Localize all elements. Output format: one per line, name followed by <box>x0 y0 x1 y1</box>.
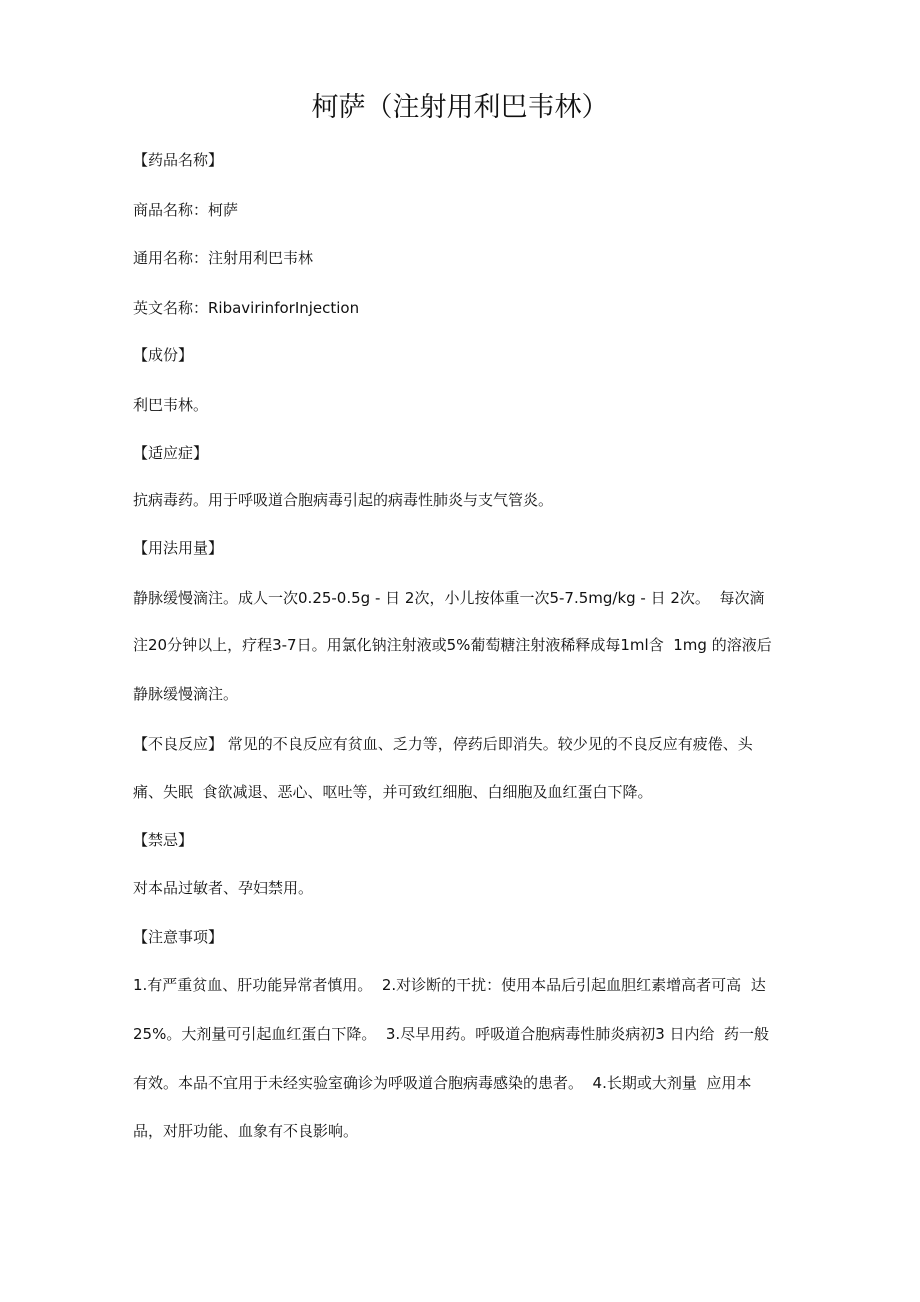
text-line: 【不良反应】 常见的不良反应有贫血、乏力等，停药后即消失。较少见的不良反应有疲倦、头 <box>133 735 753 753</box>
section-heading: 【适应症】 <box>133 444 209 462</box>
text-line: 痛、失眠 食欲减退、恶心、呕吐等，并可致红细胞、白细胞及血红蛋白下降。 <box>133 783 653 801</box>
text-line: 对本品过敏者、孕妇禁用。 <box>133 879 314 897</box>
text-line: 抗病毒药。用于呼吸道合胞病毒引起的病毒性肺炎与支气管炎。 <box>133 491 554 509</box>
text-line: 25%。大剂量可引起血红蛋白下降。 3.尽早用药。呼吸道合胞病毒性肺炎病初3 日内给 药一般 <box>133 1025 770 1043</box>
text-line: 注20分钟以上，疗程3-7日。用氯化钠注射液或5%葡萄糖注射液稀释成每1ml含 1mg 的溶液后 <box>133 636 772 654</box>
section-heading: 【成份】 <box>133 346 194 364</box>
text-line: 有效。本品不宜用于未经实验室确诊为呼吸道合胞病毒感染的患者。 4.长期或大剂量 应用本 <box>133 1074 752 1092</box>
text-line: 商品名称：柯萨 <box>133 201 239 219</box>
document-title: 柯萨（注射用利巴韦林） <box>311 92 609 123</box>
text-line: 1.有严重贫血、肝功能异常者慎用。 2.对诊断的干扰：使用本品后引起血胆红素增高者可高 达 <box>133 976 766 994</box>
text-line: 通用名称：注射用利巴韦林 <box>133 249 314 267</box>
section-heading: 【注意事项】 <box>133 928 224 946</box>
section-heading: 【用法用量】 <box>133 539 224 557</box>
text-line: 静脉缓慢滴注。 <box>133 685 239 703</box>
section-heading: 【禁忌】 <box>133 831 194 849</box>
section-heading: 【药品名称】 <box>133 151 224 169</box>
text-line: 利巴韦林。 <box>133 396 209 414</box>
text-line: 英文名称：RibavirinforInjection <box>133 299 360 317</box>
text-line: 静脉缓慢滴注。成人一次0.25-0.5g - 日 2次，小儿按体重一次5-7.5mg/kg - 日 2次。 每次滴 <box>133 589 765 607</box>
text-line: 品，对肝功能、血象有不良影响。 <box>133 1122 359 1140</box>
